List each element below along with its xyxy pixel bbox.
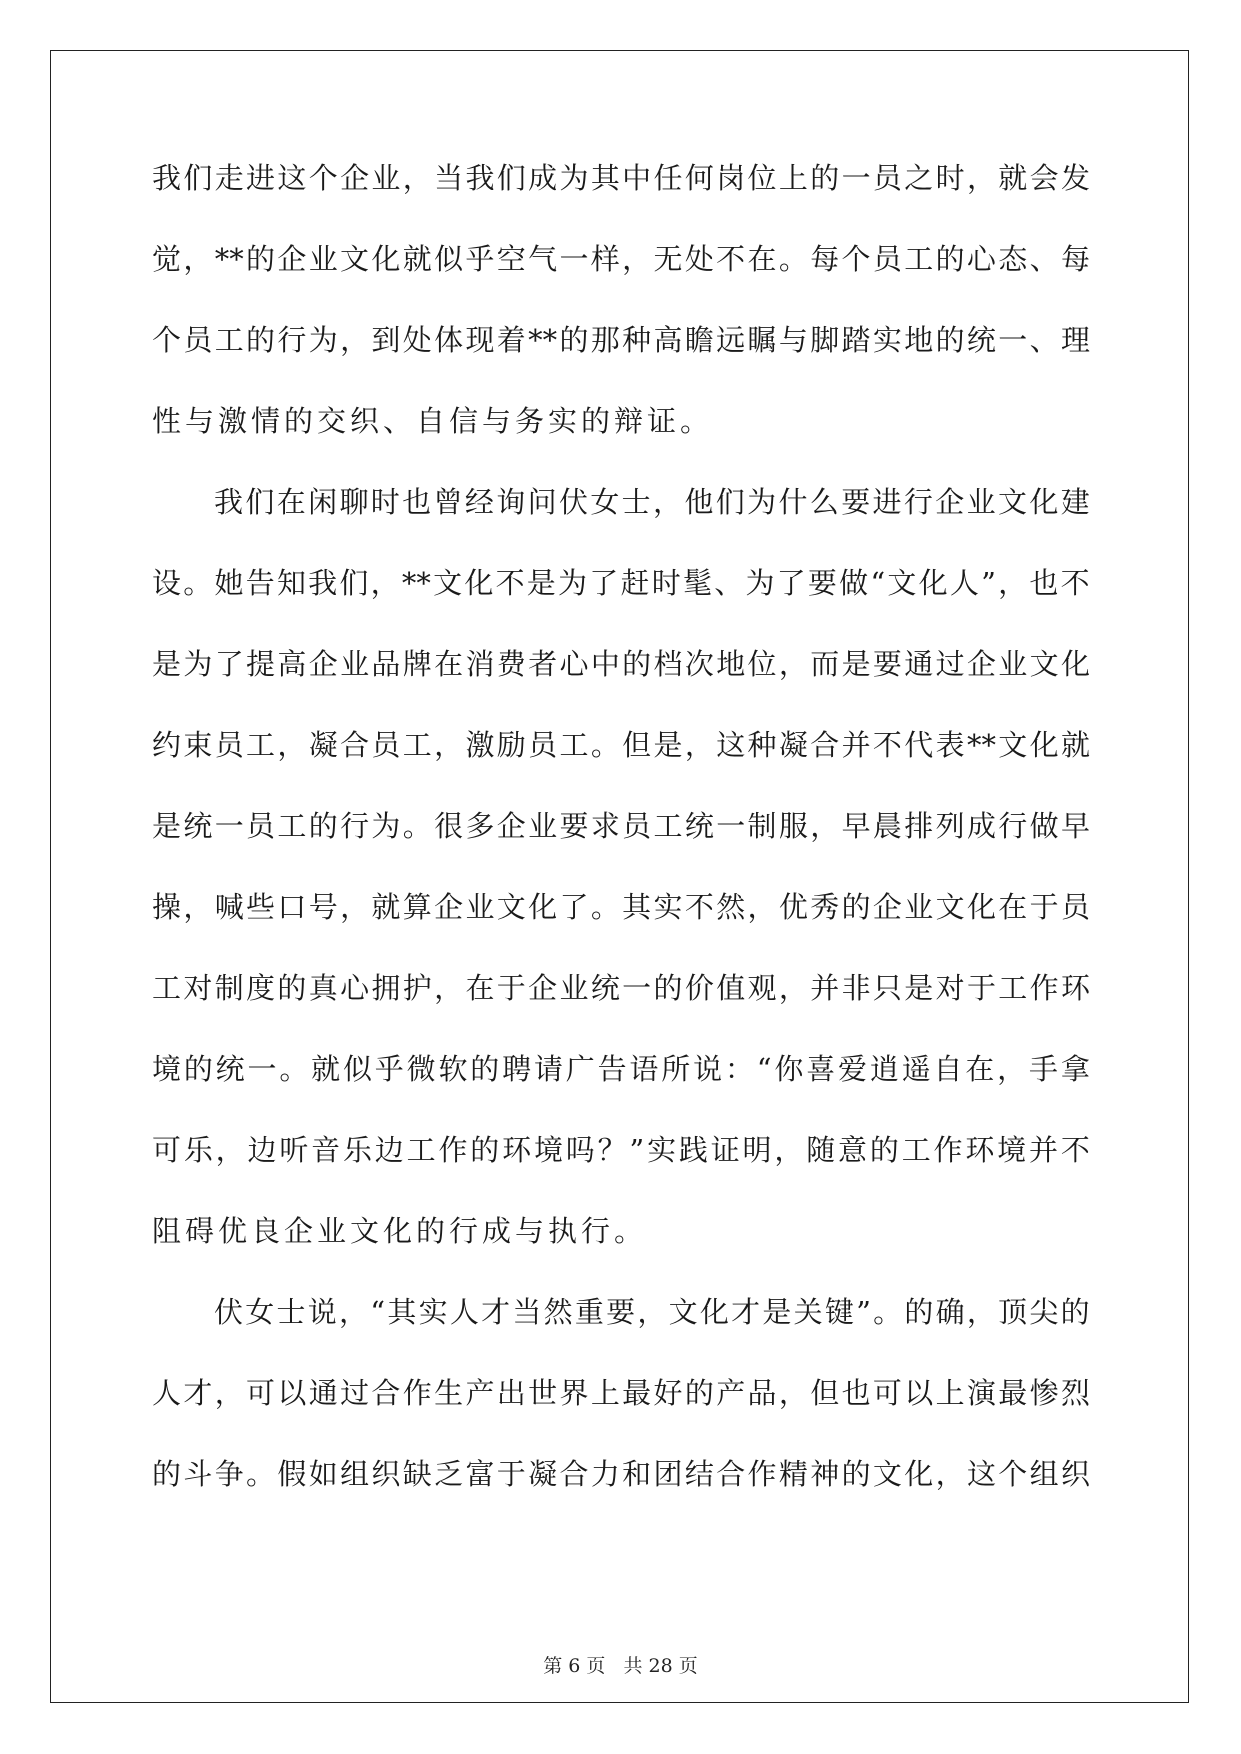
document-body bbox=[152, 163, 1090, 1540]
paragraph-3-line-1: 伏 女 士 说 ， “ 其 实 人 才 当 然 重 要 ， 文 化 才 是 关 键 ” 。 的 确 ， 顶 尖 的 bbox=[214, 1295, 1090, 1329]
page-total: 共 28 页 bbox=[623, 1655, 698, 1677]
paragraph-2-line-10: 阻碍优良企业文化的行成与执行。 bbox=[152, 1214, 648, 1248]
paragraph-2-line-3: 是 为 了 提 高 企 业 品 牌 在 消 费 者 心 中 的 档 次 地 位 ， 而 是 要 通 过 企 业 文 化 bbox=[152, 647, 1090, 681]
paragraph-1-line-2: 觉 ， ** 的 企 业 文 化 就 似 乎 空 气 一 样 ， 无 处 不 在 。 每 个 员 工 的 心 态 、 每 bbox=[152, 242, 1090, 276]
paragraph-2-line-9: 可 乐 ， 边 听 音 乐 边 工 作 的 环 境 吗 ？ ” 实 践 证 明 ， 随 意 的 工 作 环 境 并 不 bbox=[152, 1133, 1090, 1167]
paragraph-2-line-5: 是 统 一 员 工 的 行 为 。 很 多 企 业 要 求 员 工 统 一 制 服 ， 早 晨 排 列 成 行 做 早 bbox=[152, 809, 1090, 843]
page-number: 第 6 页 bbox=[543, 1655, 606, 1677]
paragraph-2-line-8: 境 的 统 一 。 就 似 乎 微 软 的 聘 请 广 告 语 所 说 ： “ 你 喜 爱 逍 遥 自 在 ， 手 拿 bbox=[152, 1052, 1090, 1086]
page-footer bbox=[0, 1651, 1241, 1678]
paragraph-2-line-2: 设 。 她 告 知 我 们 ， ** 文 化 不 是 为 了 赶 时 髦 、 为 了 要 做 “ 文 化 人 ” ， 也 不 bbox=[152, 566, 1090, 600]
paragraph-3-line-2: 人 才 ， 可 以 通 过 合 作 生 产 出 世 界 上 最 好 的 产 品 ， 但 也 可 以 上 演 最 惨 烈 bbox=[152, 1376, 1090, 1410]
paragraph-3-line-3: 的 斗 争 。 假 如 组 织 缺 乏 富 于 凝 合 力 和 团 结 合 作 精 神 的 文 化 ， 这 个 组 织 bbox=[152, 1457, 1090, 1491]
paragraph-2-line-7: 工 对 制 度 的 真 心 拥 护 ， 在 于 企 业 统 一 的 价 值 观 ， 并 非 只 是 对 于 工 作 环 bbox=[152, 971, 1090, 1005]
paragraph-2-line-1: 我 们 在 闲 聊 时 也 曾 经 询 问 伏 女 士 ， 他 们 为 什 么 要 进 行 企 业 文 化 建 bbox=[214, 485, 1090, 519]
paragraph-1-line-4: 性与激情的交织、自信与务实的辩证。 bbox=[152, 404, 714, 438]
paragraph-2-line-4: 约 束 员 工 ， 凝 合 员 工 ， 激 励 员 工 。 但 是 ， 这 种 凝 合 并 不 代 表 ** 文 化 就 bbox=[152, 728, 1090, 762]
paragraph-2-line-6: 操 ， 喊 些 口 号 ， 就 算 企 业 文 化 了 。 其 实 不 然 ， 优 秀 的 企 业 文 化 在 于 员 bbox=[152, 890, 1090, 924]
paragraph-1-line-1: 我 们 走 进 这 个 企 业 ， 当 我 们 成 为 其 中 任 何 岗 位 上 的 一 员 之 时 ， 就 会 发 bbox=[152, 161, 1090, 195]
paragraph-1-line-3: 个 员 工 的 行 为 ， 到 处 体 现 着 ** 的 那 种 高 瞻 远 瞩 与 脚 踏 实 地 的 统 一 、 理 bbox=[152, 323, 1090, 357]
